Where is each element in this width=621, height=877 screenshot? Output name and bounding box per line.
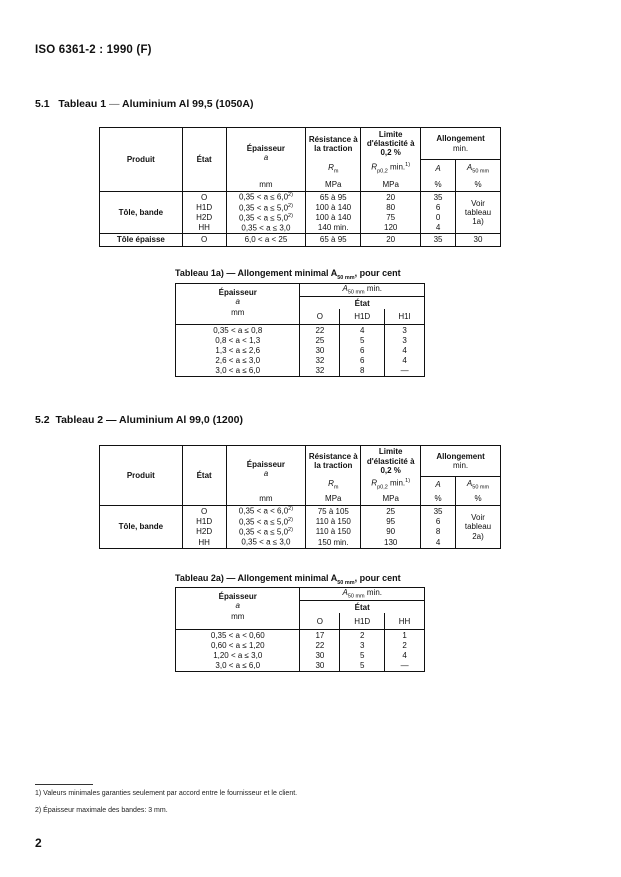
table-row: 0,35 < a < 0,60 17 2 1 — [176, 629, 425, 640]
table-row: H2D $0,35 < a \le 5,0^{2)}$ 100 à 140 75 0 — [100, 213, 501, 223]
table-row: 1,3 < a ≤ 2,6 30 6 4 — [176, 345, 425, 355]
col-limite: Limite d'élasticité à 0,2 % — [361, 128, 421, 160]
table-row: Tôle épaisse O 6,0 < a < 25 65 à 95 20 35 30 — [100, 234, 501, 247]
table-row: HH 0,35 < a ≤ 3,0 140 min. 120 4 — [100, 223, 501, 234]
table-row: Tôle, bande O $0,35 < a \le 6,0^{2)}$ 65 à 95 20 35 Voir tableau 1a) — [100, 192, 501, 203]
table-row: 0,35 < a ≤ 0,8 22 4 3 — [176, 324, 425, 335]
table-2a: Épaisseur a mm $A_{50 mm}$ min. État O H1D HH 0,35 < a < 0,60 17 2 1 0,60 < a ≤ 1,20 22 3 2 1,20 < a ≤ 3,0 30 5 4 3,0 < a ≤ 6,0 30 5 — — [175, 587, 425, 672]
footnote-divider — [35, 784, 93, 785]
section-5-1-title: 5.1 Tableau 1 — Aluminium Al 99,5 (1050A) — [35, 98, 254, 110]
page-number: 2 — [35, 836, 42, 850]
table-2a-caption: Tableau 2a) — Allongement minimal $A_{50 mm}$, pour cent — [175, 573, 401, 586]
col-epaisseur: Épaisseur a — [226, 128, 306, 178]
footnote-1: 1) Valeurs minimales garanties seulement par accord entre le fournisseur et le client. — [35, 790, 298, 797]
table-row: HH 0,35 < a ≤ 3,0 150 min. 130 4 — [100, 537, 501, 549]
table-row: 1,20 < a ≤ 3,0 30 5 4 — [176, 650, 425, 660]
table-row: 3,0 < a ≤ 6,0 30 5 — — [176, 660, 425, 671]
table-1a: Épaisseur a mm $A_{50 mm}$ min. État O H1D H1I 0,35 < a ≤ 0,8 22 4 3 0,8 < a < 1,3 25 5 3 1,3 < a ≤ 2,6 30 6 4 2,6 < a ≤ 3,0 32 6 4 3,0 < a ≤ 6,0 32 8 — — [175, 283, 425, 377]
col-allongement: Allongement min. — [421, 128, 501, 160]
col-produit: Produit — [100, 128, 183, 192]
table-row: 3,0 < a ≤ 6,0 32 8 — — [176, 365, 425, 376]
table-row: 0,8 < a < 1,3 25 5 3 — [176, 335, 425, 345]
col-etat: État — [182, 128, 226, 192]
table-row: H2D $0,35 < a \le 5,0^{2)}$ 110 à 150 90 8 — [100, 527, 501, 537]
table-row: Tôle, bande O $0,35 < a < 6,0^{2)}$ 75 à 105 25 35 Voir tableau 2a) — [100, 506, 501, 517]
section-5-2-title: 5.2 Tableau 2 — Aluminium Al 99,0 (1200) — [35, 414, 243, 426]
table-2: Produit État Épaisseur a Résistance à la traction Limite d'élasticité à 0,2 % Allongement min. $R_m$ $R_{p0,2}$ min.$^{1)}$ A $A_{50 mm}$ mm MPa MPa % % Tôle, bande O $0,35 < a < 6,0^{2)}$ 75 à 105 25 35 Voir tableau 2a) H1D $0,35 < a \le 5,0^{2)}$ 110 à 150 95 6 H2D $0,35 < a \le 5,0^{2)}$ 110 à 150 90 8 HH 0,35 < a ≤ 3,0 150 min. 130 4 — [99, 445, 501, 549]
document-header: ISO 6361-2 : 1990 (F) — [35, 44, 152, 56]
table-1: Produit État Épaisseur a Résistance à la traction Limite d'élasticité à 0,2 % Allongement min. $R_m$ $R_{p0,2}$ min.$^{1)}$ A $A_{50 mm}$ mm MPa MPa % % Tôle, bande O $0,35 < a \le 6,0^{2)}$ 65 à 95 20 35 Voir tableau 1a) H1D $0,35 < a \le 5,0^{2)}$ 100 à 140 80 6 H2D $0,35 < a \le 5,0^{2)}$ 100 à 140 75 0 HH 0,35 < a ≤ 3,0 140 min. 120 4 Tôle épaisse O 6,0 < a < 25 65 à 95 20 35 30 — [99, 127, 501, 247]
table-row: H1D $0,35 < a \le 5,0^{2)}$ 110 à 150 95 6 — [100, 517, 501, 527]
table-row: 2,6 < a ≤ 3,0 32 6 4 — [176, 355, 425, 365]
table-row: H1D $0,35 < a \le 5,0^{2)}$ 100 à 140 80 6 — [100, 203, 501, 213]
col-resistance: Résistance à la traction — [306, 128, 361, 160]
footnote-2: 2) Épaisseur maximale des bandes: 3 mm. — [35, 807, 168, 814]
table-1a-caption: Tableau 1a) — Allongement minimal $A_{50 mm}$, pour cent — [175, 268, 401, 281]
table-row: 0,60 < a ≤ 1,20 22 3 2 — [176, 640, 425, 650]
